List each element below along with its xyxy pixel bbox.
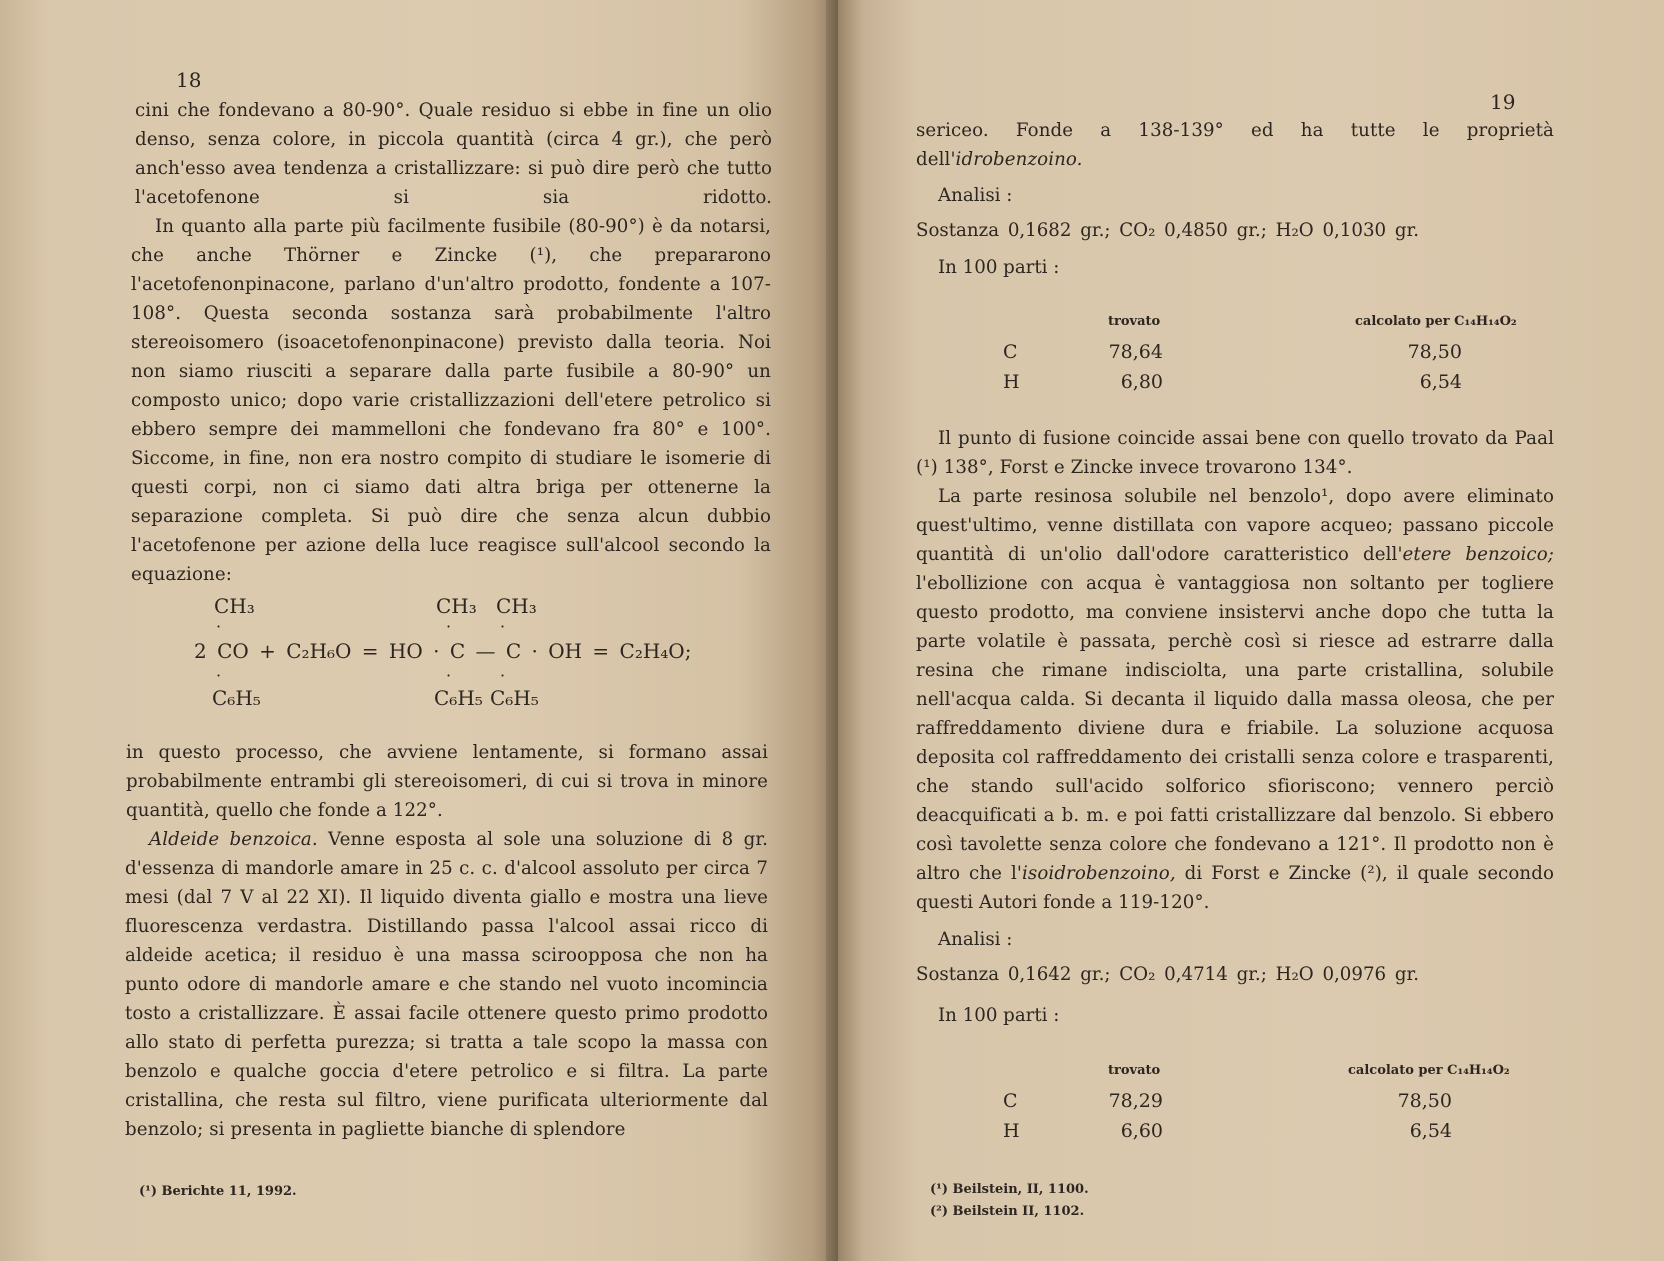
element-cell: C [1003, 1090, 1018, 1112]
paragraph [916, 482, 1554, 917]
found-cell: 6,80 [1120, 371, 1163, 393]
equation-top-right: CH₃ [496, 594, 537, 618]
equation-top-mid: CH₃ [436, 594, 477, 618]
in-100-parti: In 100 parti : [938, 257, 1060, 278]
page-number: 18 [176, 68, 202, 92]
element-cell: C [1003, 341, 1018, 363]
calc-cell: 78,50 [1407, 341, 1462, 363]
found-cell: 78,64 [1108, 341, 1163, 363]
section-heading: Aldeide benzoica. [149, 829, 318, 850]
paragraph-text: di Forst e Zincke (²), il quale secondo questi Autori fonde a 119-120°. [916, 863, 1554, 913]
found-cell: 78,29 [1108, 1090, 1163, 1112]
calc-cell: 78,50 [1397, 1090, 1452, 1112]
equation-bottom-right: C₆H₅ [490, 686, 539, 710]
column-header-found: trovato [1108, 314, 1161, 329]
paragraph [916, 116, 1554, 174]
footnote: (²) Beilstein II, 1102. [930, 1204, 1085, 1219]
analisi-label: Analisi : [938, 185, 1013, 206]
paragraph-text: Venne esposta al sole una soluzione di 8 gr. d'essenza di mandorle amare in 25 c. c. d'alcool assoluto per circa 7 mesi (dal 7 V al 22 XI). Il liquido diventa giallo e mostra una lieve fluorescenza verdastra. Distillando passa l'alcool assai ricco di aldeide acetica; il residuo è una massa sciroopposa che non ha punto odore di mandorle amare e che stando nel vuoto incomincia tosto a cristallizzare. È assai facile ottenere questo primo prodotto allo stato di perfetta purezza; si tratta a tale scopo la massa con benzolo e qualche goccia d'etere petrolico e si filtra. La parte cristallina, che resta sul filtro, viene purificata ulteriormente dal benzolo; si presenta in pagliette bianche di splendore [125, 829, 768, 1140]
paragraph [131, 212, 771, 589]
column-header-calc: calcolato per C₁₄H₁₄O₂ [1355, 314, 1517, 329]
right-page [838, 0, 1664, 1261]
paragraph-text: l'ebollizione con acqua è vantaggiosa non soltanto per togliere questo prodotto, ma conviene insistervi anche dopo che tutta la parte volatile è passata, perchè così si riesce ad estrarre dalla resina che rimane indisciolta, una parte cristallina, solubile nell'acqua calda. Si decanta il liquido dalla massa oleosa, che per raffreddamento diviene dura e friabile. La soluzione acquosa deposita col raffreddamento dei cristalli senza colore e trasparenti, che stando sull'acido solforico sfioriscono; vennero perciò deacquificati a b. m. e poi fatti cristallizzare dal benzolo. Si ebbero così tavolette senza colore che fondevano a 121°. Il prodotto non è altro che l' [916, 573, 1554, 884]
italic-term: idrobenzoino. [955, 149, 1083, 170]
paragraph: Il punto di fusione coincide assai bene con quello trovato da Paal (¹) 138°, Forst e Zincke invece trovarono 134°. [916, 428, 1554, 478]
column-header-calc: calcolato per C₁₄H₁₄O₂ [1348, 1063, 1510, 1078]
in-100-parti: In 100 parti : [938, 1005, 1060, 1026]
paragraph-text: In quanto alla parte più facilmente fusibile (80-90°) è da notarsi, che anche Thörner e Zincke (¹), che prepararono l'acetofenonpinacone, parlano d'un'altro prodotto, fondente a 107-108°. Questa seconda sostanza sarà probabilmente l'altro stereoisomero (isoacetofenonpinacone) previsto dalla teoria. Noi non siamo riusciti a separare dalla parte fusibile a 80-90° un composto unico; dopo varie cristallizzazioni dell'etere petrolico si ebbero sempre dei mammelloni che fondevano fra 80° e 100°. Siccome, in fine, non era nostro compito di studiare le isomerie di questi corpi, non ci siamo dati altra briga per ottenerne la separazione completa. Si può dire che senza alcun dubbio l'acetofenone per azione della luce reagisce sull'alcool secondo la equazione: [131, 216, 771, 585]
calc-cell: 6,54 [1409, 1120, 1452, 1142]
calc-cell: 6,54 [1419, 371, 1462, 393]
equation-bottom-left: C₆H₅ [212, 686, 261, 710]
bond-dot: · [500, 617, 506, 636]
bond-dot: · [446, 617, 452, 636]
sostanza-line: Sostanza 0,1682 gr.; CO₂ 0,4850 gr.; H₂O 0,1030 gr. [916, 220, 1419, 241]
sostanza-line: Sostanza 0,1642 gr.; CO₂ 0,4714 gr.; H₂O 0,0976 gr. [916, 964, 1419, 985]
equation-main: 2 CO + C₂H₆O = HO · C — C · OH = C₂H₄O; [194, 639, 692, 663]
paragraph-text: La parte resinosa solubile nel benzolo¹, dopo avere eliminato quest'ultimo, venne distillata con vapore acqueo; passano piccole quantità di un'olio dall'odore caratteristico dell' [916, 486, 1554, 565]
italic-term: etere benzoico; [1402, 544, 1554, 565]
paragraph: in questo processo, che avviene lentamente, si formano assai probabilmente entrambi gli stereoisomeri, di cui si trova in minore quantità, quello che fonde a 122°. [126, 742, 768, 821]
paragraph [125, 825, 768, 1144]
paragraph: cini che fondevano a 80-90°. Quale residuo si ebbe in fine un olio denso, senza colore, in piccola quantità (circa 4 gr.), che però anch'esso avea tendenza a cristallizzare: si può dire però che tutto l'acetofenone si sia ridotto. [135, 100, 772, 208]
italic-term: isoidrobenzoino, [1022, 863, 1176, 884]
footnote: (¹) Beilstein, II, 1100. [930, 1182, 1089, 1197]
equation-top-left: CH₃ [214, 594, 255, 618]
bond-dot: · [500, 666, 506, 685]
found-cell: 6,60 [1120, 1120, 1163, 1142]
analisi-label: Analisi : [938, 929, 1013, 950]
element-cell: H [1003, 1120, 1020, 1142]
page-number: 19 [1490, 90, 1516, 114]
equation-bottom-mid: C₆H₅ [434, 686, 483, 710]
bond-dot: · [216, 666, 222, 685]
column-header-found: trovato [1108, 1063, 1161, 1078]
footnote: (¹) Berichte 11, 1992. [139, 1184, 297, 1199]
paragraph-text: sericeo. Fonde a 138-139° ed ha tutte le proprietà dell' [916, 120, 1554, 170]
bond-dot: · [216, 617, 222, 636]
element-cell: H [1003, 371, 1020, 393]
bond-dot: · [446, 666, 452, 685]
